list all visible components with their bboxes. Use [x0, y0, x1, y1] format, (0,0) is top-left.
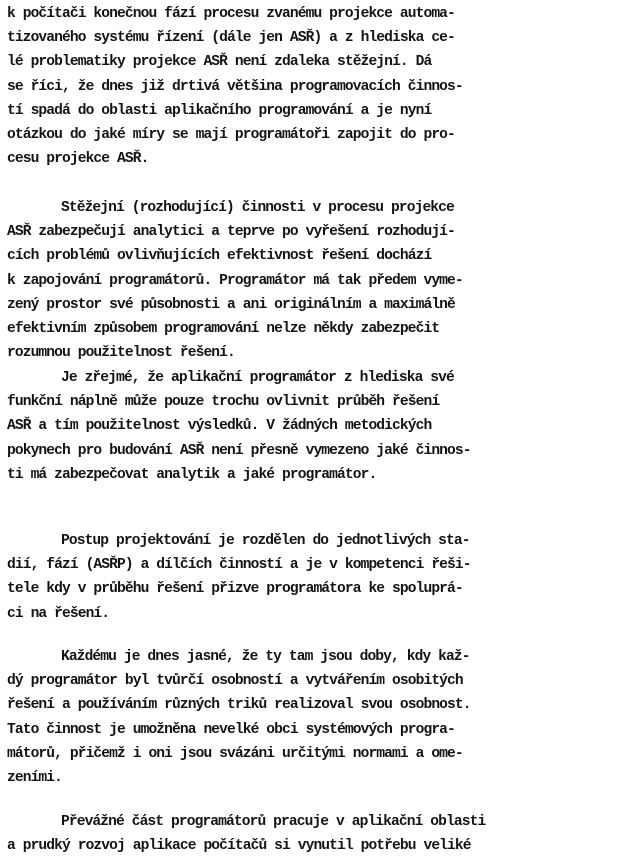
- text-line: Postup projektování je rozdělen do jednotlivých sta-: [61, 533, 470, 549]
- text-line: cích problémů ovlivňujících efektivnost řešení dochází: [7, 248, 432, 265]
- text-line: k zapojování programátorů. Programátor má tak předem vyme-: [7, 272, 463, 289]
- text-line: Je zřejmé, že aplikační programátor z hlediska své: [61, 370, 454, 386]
- text-line: cesu projekce ASŘ.: [7, 151, 149, 168]
- paragraph-4: [7, 529, 619, 626]
- text-line: tí spadá do oblasti aplikačního programování a je nyní: [7, 102, 432, 119]
- text-line: Stěžejní (rozhodující) činnosti v procesu projekce: [61, 200, 454, 216]
- text-line: dií, fází (ASŘP) a dílčích činností a je v kompetenci řeši-: [7, 557, 471, 574]
- text-line: zeními.: [7, 769, 63, 786]
- text-line: ASŘ a tím použitelnost výsledků. V žádných metodických: [7, 418, 432, 435]
- text-line: tele kdy v průběhu řešení přizve programátora ke spoluprá-: [7, 581, 463, 598]
- paragraph-3: [7, 366, 619, 487]
- text-line: Každému je dnes jasné, že ty tam jsou doby, kdy kaž-: [61, 649, 470, 665]
- text-line: otázkou do jaké míry se mají programátoři zapojit do pro-: [7, 126, 455, 143]
- text-line: tizovaného systému řízení (dále jen ASŘ) a z hlediska ce-: [7, 30, 455, 47]
- text-line: a prudký rozvoj aplikace počítačů si vynutil potřebu veliké: [7, 838, 471, 855]
- text-line: k počítači konečnou fází procesu zvanému projekce automa-: [7, 6, 455, 22]
- text-line: mátorů, přičemž i oni jsou svázáni určitými normami a ome-: [7, 745, 463, 762]
- text-line: řešení a používáním různých triků realizoval svou osobnost.: [7, 697, 471, 714]
- text-line: ti má zabezpečovat analytik a jaké programátor.: [7, 466, 377, 483]
- text-line: pokynech pro budování ASŘ není přesně vymezeno jaké činnos-: [7, 442, 471, 459]
- text-line: rozumnou použitelnost řešení.: [7, 345, 235, 362]
- text-line: dý programátor byl tvůrčí osobností a vytvářením osobitých: [7, 673, 463, 690]
- text-line: se říci, že dnes již drtivá většina programovacích činnos-: [7, 78, 463, 95]
- paragraph-2: [7, 196, 619, 365]
- text-line: efektivním způsobem programování nelze někdy zabezpečit: [7, 320, 440, 337]
- text-line: lé problematiky projekce ASŘ není zdaleka stěžejní. Dá: [7, 54, 432, 71]
- text-line: ci na řešení.: [7, 605, 110, 622]
- text-line: Tato činnost je umožněna nevelké obci systémových progra-: [7, 721, 455, 738]
- paragraph-1: [7, 2, 619, 171]
- text-line: ASŘ zabezpečují analytici a teprve po vyřešení rozhodují-: [7, 224, 455, 241]
- paragraph-6: [7, 810, 619, 858]
- paragraph-5: [7, 645, 619, 790]
- text-line: Převážné část programátorů pracuje v aplikační oblasti: [61, 814, 486, 830]
- text-line: zený prostor své působnosti a ani originálním a maximálně: [7, 296, 455, 313]
- text-line: funkční náplně může pouze trochu ovlivnit průběh řešení: [7, 394, 440, 411]
